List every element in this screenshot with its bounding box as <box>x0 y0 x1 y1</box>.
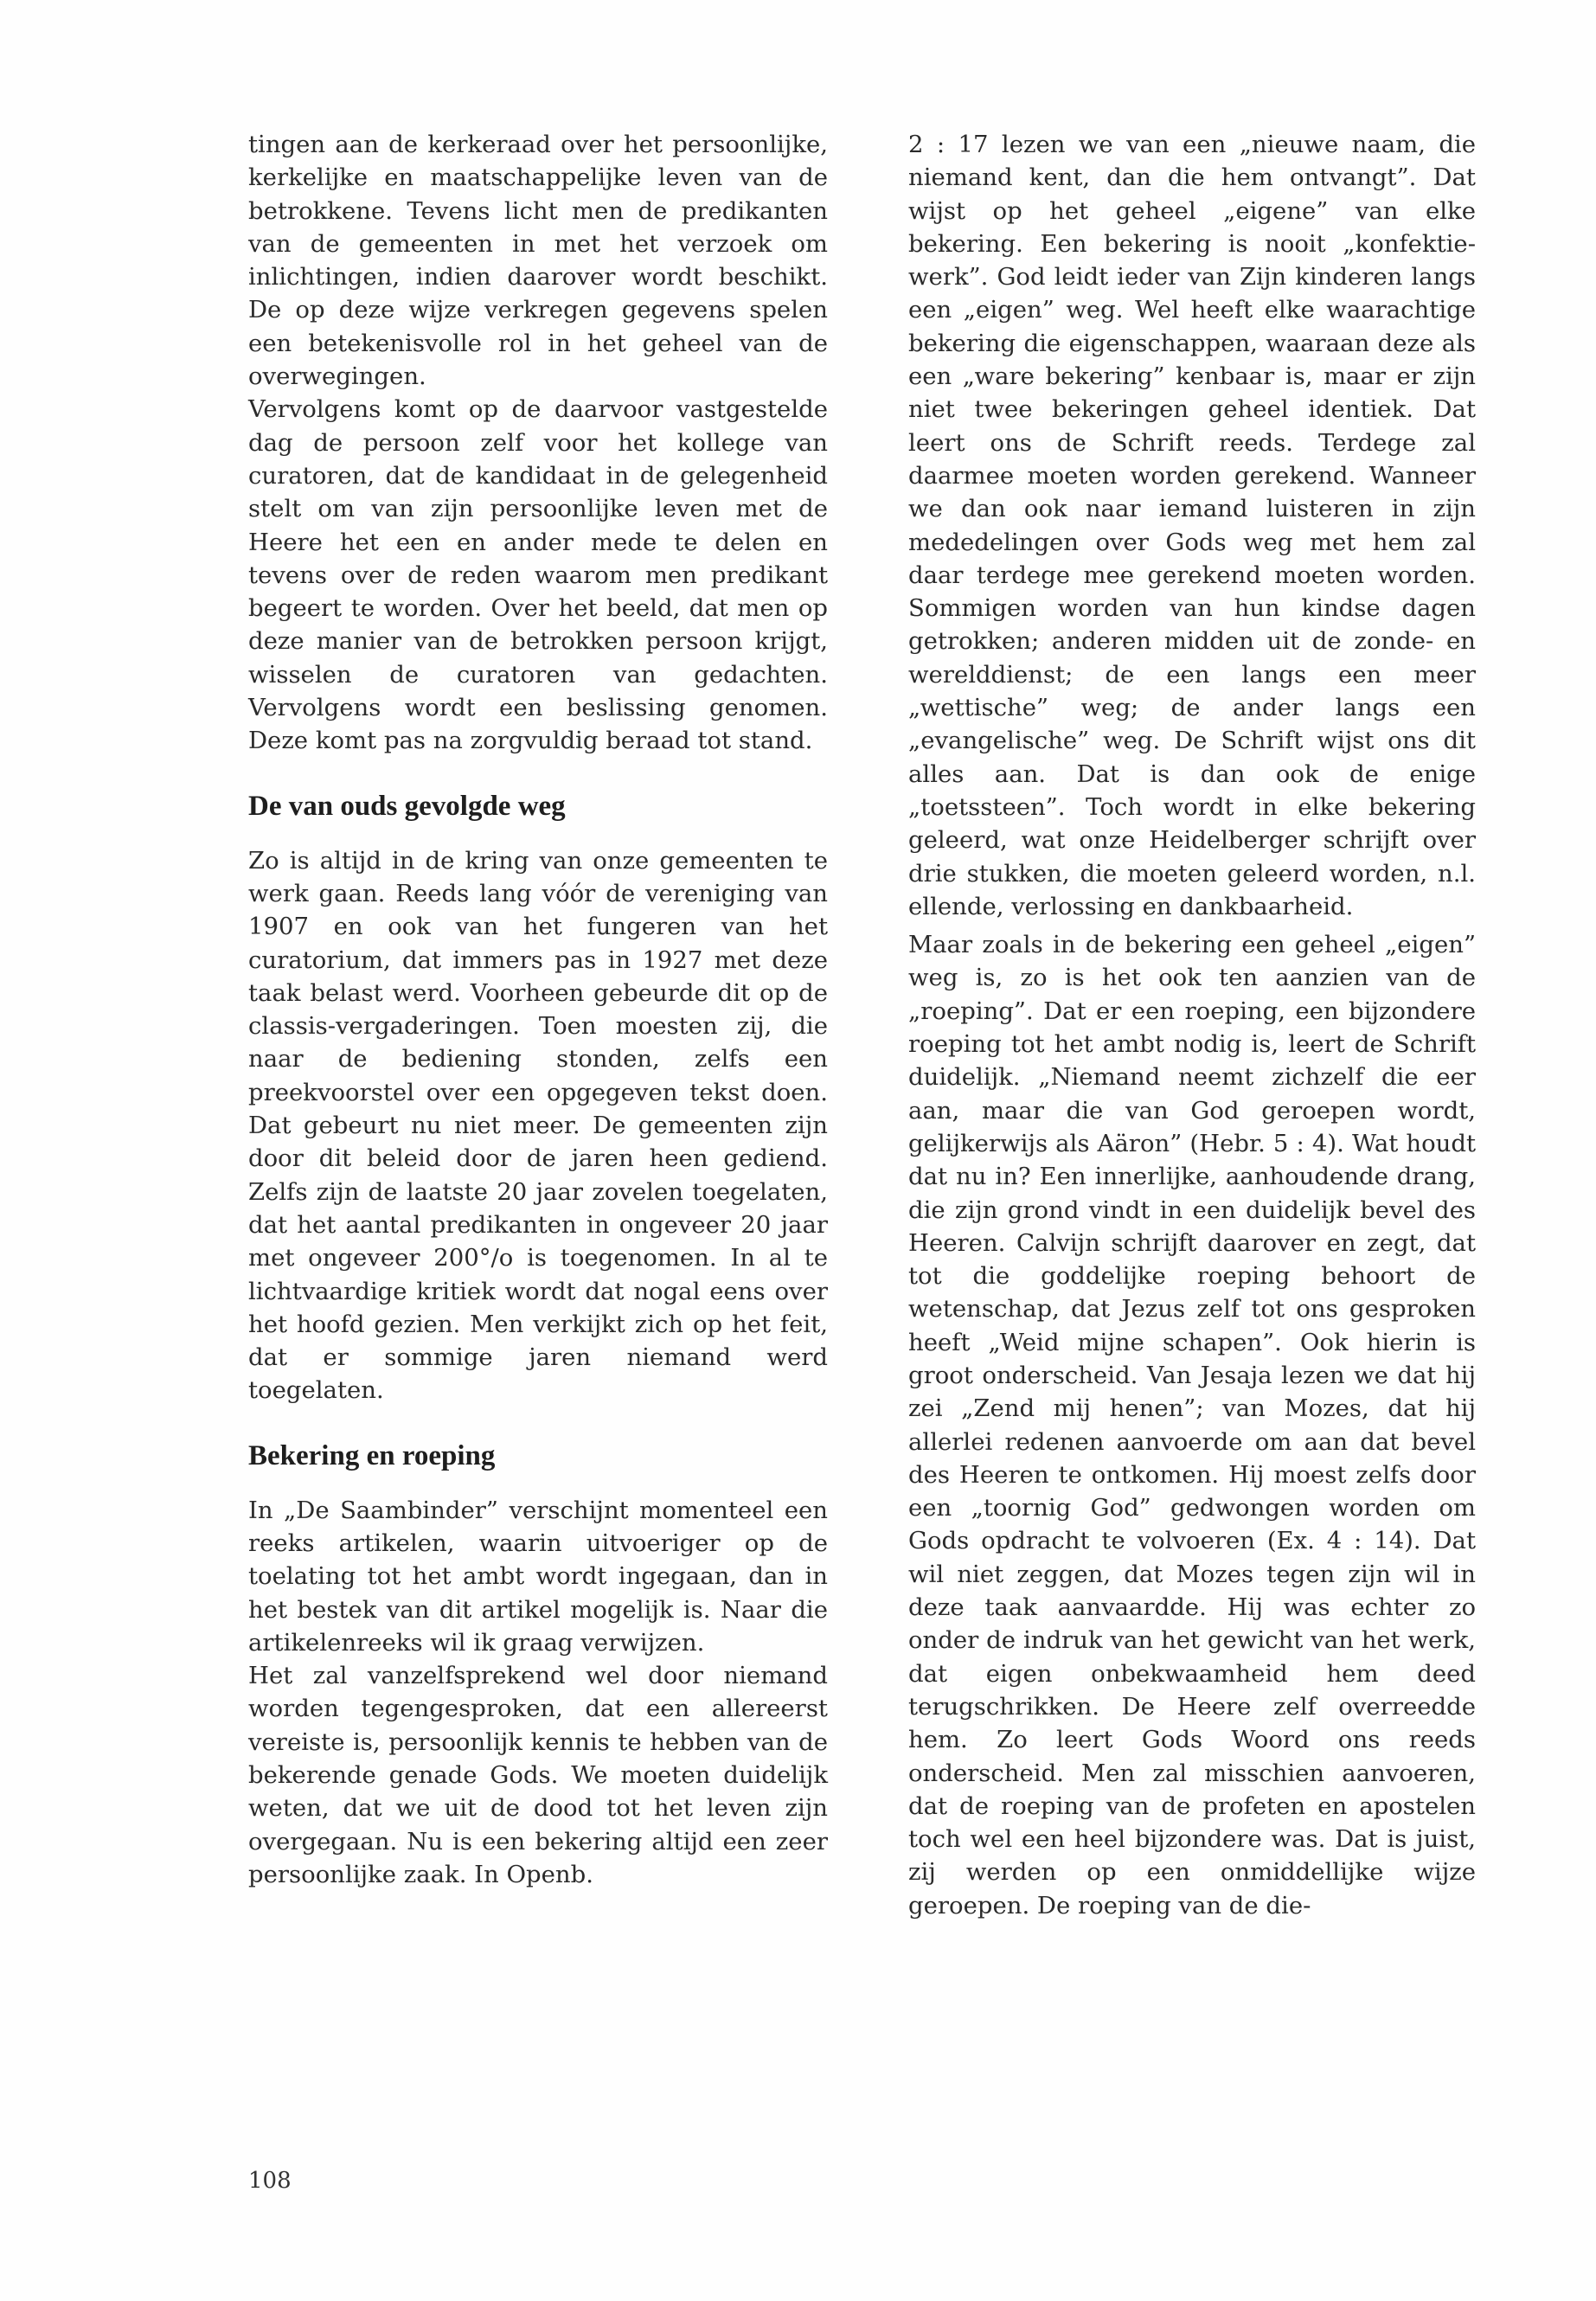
section-heading-bekering-roeping: Bekering en roeping <box>248 1439 496 1471</box>
paragraph-section1-1: Zo is altijd in de kring van onze gemeenten te werk gaan. Reeds lang vóór de vereniging van 1907 en ook van het fungeren van het curatorium, dat immers pas in 1927 met deze taak belast werd. Voorheen gebeurde dit op de classis-vergaderingen. Toen moesten zij, die naar de bediening stonden, zelfs een preekvoorstel over een opgegeven tekst doen. Dat gebeurt nu niet meer. De gemeenten zijn door dit beleid door de jaren heen gediend. Zelfs zijn de laatste 20 jaar zovelen toegelaten, dat het aantal predikanten in ongeveer 20 jaar met ongeveer 200°/o is toegenomen. In al te lichtvaardige kritiek wordt dat nogal eens over het hoofd gezien. Men verkijkt zich op het feit, dat er sommige jaren niemand werd toegelaten. <box>248 846 828 1405</box>
section-heading-van-ouds: De van ouds gevolgde weg <box>248 790 566 822</box>
paragraph-section2-2: Het zal vanzelfsprekend wel door niemand worden tegengesproken, dat een allereerst vereiste is, persoonlijk kennis te hebben van de bekerende genade Gods. We moeten duidelijk weten, dat we uit de dood tot het leven zijn overgegaan. Nu is een bekering altijd een zeer persoonlijke zaak. In Openb. <box>248 1662 828 1888</box>
paragraph-intro-2: Vervolgens komt op de daarvoor vastgestelde dag de persoon zelf voor het kollege van curatoren, dat de kandidaat in de gelegenheid stelt om van zijn persoonlijke leven met de Heere het een en ander mede te delen en tevens over de reden waarom men predikant begeert te worden. Over het beeld, dat men op deze manier van de betrokken persoon krijgt, wisselen de curatoren van gedachten. Vervolgens wordt een beslissing genomen. Deze komt pas na zorgvuldig beraad tot stand. <box>248 395 828 755</box>
paragraph-right-2: Maar zoals in de bekering een geheel „eigen” weg is, zo is het ook ten aanzien van de „roeping”. Dat er een roeping, een bijzondere roeping tot het ambt nodig is, leert de Schrift duidelijk. „Niemand neemt zichzelf die eer aan, maar die van God geroepen wordt, gelijkerwijs als Aäron” (Hebr. 5 : 4). Wat houdt dat nu in? Een innerlijke, aanhoudende drang, die zijn grond vindt in een duidelijk bevel des Heeren. Calvijn schrijft daarover en zegt, dat tot die goddelijke roeping behoort de wetenschap, dat Jezus zelf tot ons gesproken heeft „Weid mijne schapen”. Ook hierin is groot onderscheid. Van Jesaja lezen we dat hij zei „Zend mij henen”; van Mozes, dat hij allerlei redenen aanvoerde om aan dat bevel des Heeren te ontkomen. Hij moest zelfs door een „toornig God” gedwongen worden om Gods opdracht te volvoeren (Ex. 4 : 14). Dat wil niet zeggen, dat Mozes tegen zijn wil in deze taak aanvaardde. Hij was echter zo onder de indruk van het gewicht van het werk, dat eigen onbekwaamheid hem deed terugschrikken. De Heere zelf overreedde hem. Zo leert Gods Woord ons reeds onderscheid. Men zal misschien aanvoeren, dat de roeping van de profeten en apostelen toch wel een heel bijzondere was. Dat is juist, zij werden op een onmiddellijke wijze geroepen. De roeping van de die- <box>908 931 1476 1920</box>
page-number: 108 <box>248 2168 292 2194</box>
right-column <box>908 128 1476 1922</box>
paragraph-intro-1: tingen aan de kerkeraad over het persoonlijke, kerkelijke en maatschappelijke leven van de betrokkene. Tevens licht men de predikanten van de gemeenten in met het verzoek om inlichtingen, indien daarover wordt beschikt. De op deze wijze verkregen gegevens spelen een betekenisvolle rol in het geheel van de overwegingen. <box>248 131 828 391</box>
paragraph-section2-1: In „De Saambinder” verschijnt momenteel een reeks artikelen, waarin uitvoeriger op de toelating tot het ambt wordt ingegaan, dan in het bestek van dit artikel mogelijk is. Naar die artikelenreeks wil ik graag verwijzen. <box>248 1496 828 1657</box>
paragraph-right-1: 2 : 17 lezen we van een „nieuwe naam, die niemand kent, dan die hem ontvangt”. Dat wijst op het geheel „eigene” van elke bekering. Een bekering is nooit „konfektie-werk”. God leidt ieder van Zijn kinderen langs een „eigen” weg. Wel heeft elke waarachtige bekering die eigenschappen, waaraan deze als een „ware bekering” kenbaar is, maar er zijn niet twee bekeringen geheel identiek. Dat leert ons de Schrift reeds. Terdege zal daarmee moeten worden gerekend. Wanneer we dan ook naar iemand luisteren in zijn mededelingen over Gods weg met hem zal daar terdege mee gerekend moeten worden. Sommigen worden van hun kindse dagen getrokken; anderen midden uit de zonde- en werelddienst; de een langs een meer „wettische” weg; de ander langs een „evangelische” weg. De Schrift wijst ons dit alles aan. Dat is dan ook de enige „toetssteen”. Toch wordt in elke bekering geleerd, wat onze Heidelberger schrijft over drie stukken, die moeten geleerd worden, n.l. ellende, verlossing en dankbaarheid. <box>908 131 1476 920</box>
left-column <box>248 128 828 1891</box>
